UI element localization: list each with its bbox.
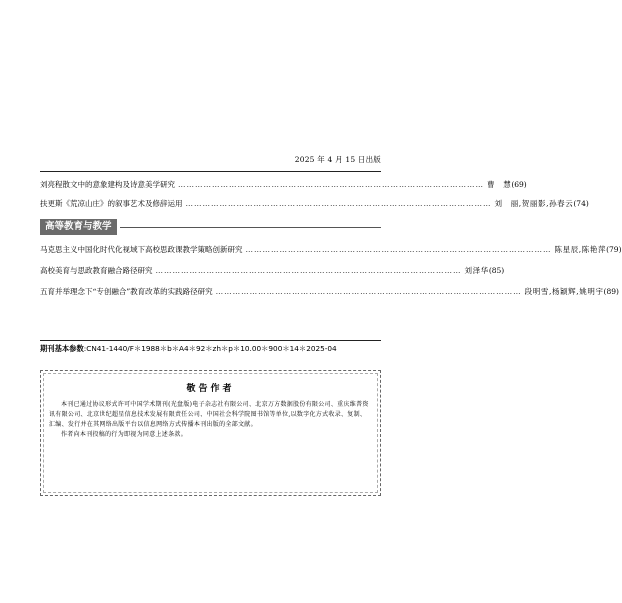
toc-author: 曹 慧 bbox=[487, 180, 512, 189]
toc-entry[interactable] bbox=[40, 180, 527, 190]
section-heading: 高等教育与教学 bbox=[40, 219, 117, 235]
leader-dots: ……………………………………………………………………………………………… bbox=[178, 180, 484, 189]
toc-title: 刘亮程散文中的意象建构及诗意美学研究 bbox=[40, 180, 175, 189]
toc-title: 高校美育与思政教育融合路径研究 bbox=[40, 266, 153, 275]
notice-paragraph: 作者向本刊投稿的行为即视为同意上述条款。 bbox=[61, 431, 188, 438]
toc-page: (89) bbox=[603, 287, 619, 296]
toc-author: 陈星辰,陈艳萍 bbox=[554, 245, 607, 254]
section-divider bbox=[120, 227, 381, 228]
toc-page: (85) bbox=[488, 266, 505, 275]
toc-title: 扶更斯《荒凉山庄》的叙事艺术及修辞运用 bbox=[40, 199, 183, 208]
toc-page: (79) bbox=[606, 245, 622, 254]
leader-dots: ……………………………………………………………………………………………… bbox=[215, 287, 522, 296]
notice-title: 敬告作者 bbox=[186, 384, 235, 394]
leader-dots: ……………………………………………………………………………………………… bbox=[185, 199, 492, 208]
leader-dots: ……………………………………………………………………………………………… bbox=[245, 245, 552, 254]
toc-author: 刘 丽,贺丽影,孙春云 bbox=[494, 199, 574, 208]
top-divider bbox=[40, 171, 381, 172]
toc-author: 刘泽华 bbox=[464, 266, 489, 275]
notice-paragraph: 本刊已通过协议形式许可中国学术期刊(光盘版)电子杂志社有限公司、北京万方数据股份有限公司、重庆维普资讯有限公司、北京世纪超星信息技术发展有限责任公司、中国社会科学院图书馆等单位,以数字化方式收录、复制、汇编、发行并在其网络出版平台以信息网络方式传播本刊出版的全部文献。 bbox=[49, 401, 369, 428]
toc-author: 段明雪,杨颖辉,姚明宇 bbox=[524, 287, 604, 296]
toc-entry[interactable] bbox=[40, 266, 505, 276]
toc-entry[interactable] bbox=[40, 287, 619, 297]
notice-body bbox=[49, 400, 372, 440]
bottom-divider bbox=[40, 340, 381, 341]
issue-date: 2025 年 4 月 15 日出版 bbox=[294, 155, 381, 164]
toc-page: (74) bbox=[573, 199, 589, 208]
toc-title: 五育并举理念下“专创融合”教育改革的实践路径研究 bbox=[40, 287, 213, 296]
params-value: :CN41-1440/F＊1988＊b＊A4＊92＊zh＊p＊10.00＊900＊14＊2025-04 bbox=[83, 344, 337, 353]
params-label: 期刊基本参数 bbox=[40, 344, 84, 353]
notice-box bbox=[40, 370, 381, 496]
toc-entry[interactable] bbox=[40, 245, 622, 255]
toc-page: (69) bbox=[511, 180, 527, 189]
journal-params bbox=[40, 344, 337, 354]
toc-entry[interactable] bbox=[40, 199, 589, 209]
toc-title: 马克思主义中国化时代化视域下高校思政课教学策略创新研究 bbox=[40, 245, 243, 254]
leader-dots: ……………………………………………………………………………………………… bbox=[155, 266, 462, 275]
